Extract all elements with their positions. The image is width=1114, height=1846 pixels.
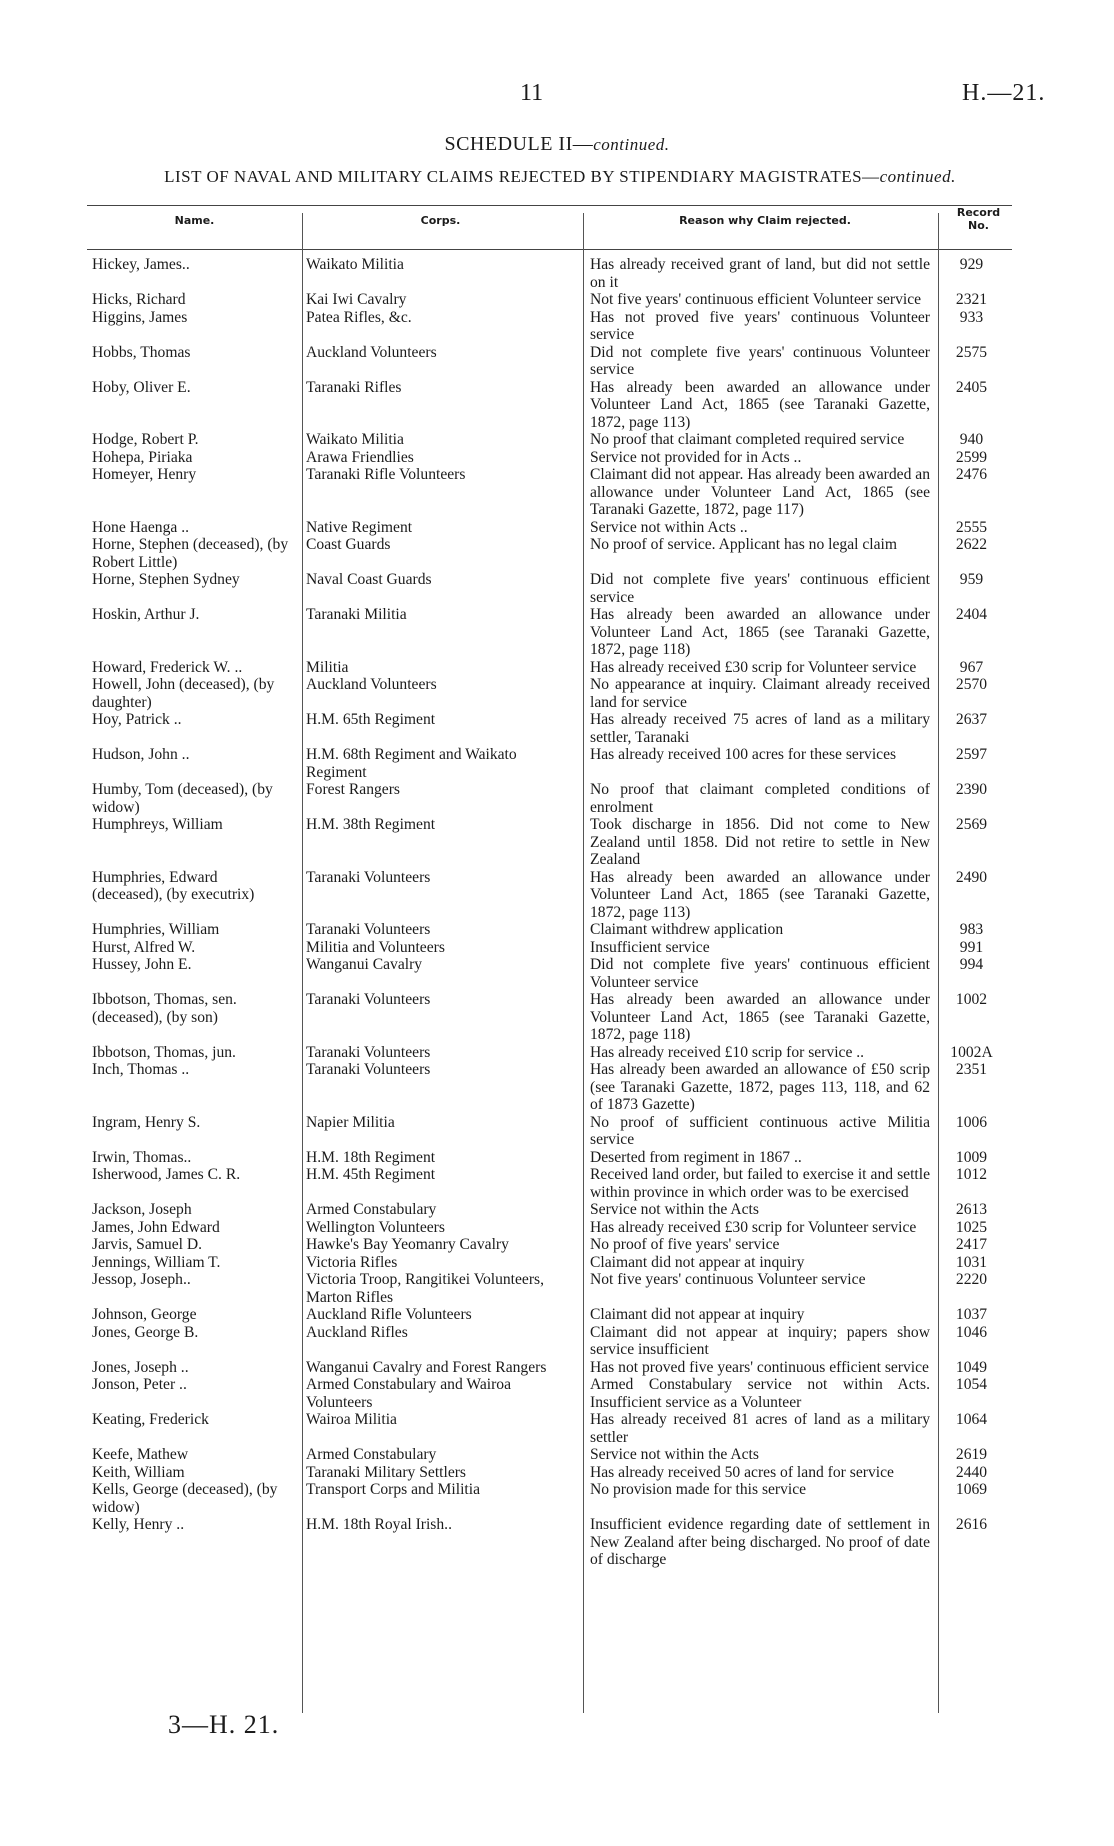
corps-cell: Wairoa Militia xyxy=(306,1411,397,1428)
corps-cell: H.M. 68th Regiment and Waikato Regiment xyxy=(306,746,517,781)
name-cell: Horne, Stephen (deceased), (by Robert Little) xyxy=(92,536,289,571)
record-cell: 2321 xyxy=(955,291,988,308)
record-cell: 1031 xyxy=(955,1253,988,1271)
record-cell: 940 xyxy=(959,431,984,448)
reason-cell: Has already received £30 scrip for Volunteer service xyxy=(590,658,917,676)
corps-cell: Native Regiment xyxy=(306,518,413,536)
reason-cell: No appearance at inquiry. Claimant already received land for service xyxy=(590,676,930,711)
reason-cell: Did not complete five years' continuous Volunteer service xyxy=(590,343,930,378)
reason-cell: Has already received 50 acres of land for service xyxy=(590,1463,894,1481)
record-cell: 2390 xyxy=(955,781,988,798)
table-row xyxy=(92,676,1009,711)
corps-cell: Waikato Militia xyxy=(306,431,404,448)
table-row xyxy=(92,1061,1009,1114)
page-reference: H.—21. xyxy=(962,80,1046,106)
name-cell: Jonson, Peter .. xyxy=(92,1376,187,1393)
reason-cell: Insufficient service xyxy=(590,938,710,956)
corps-cell: Waikato Militia xyxy=(306,256,404,273)
record-cell: 1046 xyxy=(955,1323,988,1341)
claims-table-body xyxy=(92,256,1009,1569)
name-cell: Hone Haenga .. xyxy=(92,518,189,536)
reason-cell: Not five years' continuous Volunteer service xyxy=(590,1271,866,1288)
reason-cell: Service not within Acts .. xyxy=(590,518,748,536)
table-row xyxy=(92,571,1009,606)
table-row xyxy=(92,1464,1009,1482)
table-row xyxy=(92,449,1009,467)
table-row xyxy=(92,1376,1009,1411)
list-title xyxy=(60,167,1060,187)
reason-cell: Took discharge in 1856. Did not come to New Zealand until 1858. Did not retire to settle in New Zealand xyxy=(590,816,930,868)
record-cell: 2417 xyxy=(955,1236,988,1253)
name-cell: Ingram, Henry S. xyxy=(92,1113,201,1131)
corps-cell: Wanganui Cavalry and Forest Rangers xyxy=(306,1358,547,1376)
schedule-title-suffix: continued. xyxy=(593,135,670,154)
record-cell: 1002 xyxy=(955,991,988,1008)
table-row xyxy=(92,519,1009,537)
reason-cell: Service not within the Acts xyxy=(590,1201,759,1218)
reason-cell: Has not proved five years' continuous efficient service xyxy=(590,1358,929,1376)
corps-cell: Armed Constabulary and Wairoa Volunteers xyxy=(306,1376,512,1411)
table-row xyxy=(92,1271,1009,1306)
corps-cell: Naval Coast Guards xyxy=(306,571,432,588)
page-number: 11 xyxy=(520,80,544,106)
name-cell: Hussey, John E. xyxy=(92,956,192,973)
record-cell: 2570 xyxy=(955,676,988,693)
name-cell: Hodge, Robert P. xyxy=(92,431,199,448)
list-title-text: LIST OF NAVAL AND MILITARY CLAIMS REJECTED BY STIPENDIARY MAGISTRATES— xyxy=(164,167,880,186)
table-row xyxy=(92,1254,1009,1272)
record-cell: 1049 xyxy=(955,1358,988,1376)
record-cell: 2351 xyxy=(955,1061,988,1078)
reason-cell: Insufficient evidence regarding date of settlement in New Zealand after being discharged. No proof of date of discharge xyxy=(590,1516,930,1568)
record-cell: 1069 xyxy=(955,1481,988,1498)
name-cell: Hicks, Richard xyxy=(92,291,186,308)
reason-cell: No proof of sufficient continuous active Militia service xyxy=(590,1113,930,1148)
record-cell: 1037 xyxy=(955,1306,988,1323)
reason-cell: No provision made for this service xyxy=(590,1481,807,1498)
record-cell: 2613 xyxy=(955,1201,988,1218)
table-row xyxy=(92,291,1009,309)
list-title-suffix: continued. xyxy=(879,167,956,186)
corps-cell: Auckland Rifle Volunteers xyxy=(306,1306,472,1323)
record-cell: 1002A xyxy=(950,1043,993,1061)
record-cell: 2405 xyxy=(955,378,988,396)
corps-cell: Taranaki Volunteers xyxy=(306,991,431,1008)
record-cell: 994 xyxy=(959,956,984,973)
table-row xyxy=(92,659,1009,677)
name-cell: Humphreys, William xyxy=(92,816,223,833)
table-row xyxy=(92,466,1009,519)
table-row xyxy=(92,1516,1009,1569)
corps-cell: Taranaki Rifles xyxy=(306,378,402,396)
corps-cell: Taranaki Volunteers xyxy=(306,1043,431,1061)
reason-cell: Has already received 75 acres of land as a military settler, Taranaki xyxy=(590,711,930,746)
record-cell: 2637 xyxy=(955,711,988,728)
record-cell: 1064 xyxy=(955,1411,988,1428)
name-cell: Hoy, Patrick .. xyxy=(92,711,182,728)
reason-cell: Armed Constabulary service not within Acts. Insufficient service as a Volunteer xyxy=(590,1376,930,1411)
name-cell: Horne, Stephen Sydney xyxy=(92,571,240,588)
name-cell: Keith, William xyxy=(92,1463,185,1481)
record-cell: 1054 xyxy=(955,1376,988,1393)
name-cell: Jackson, Joseph xyxy=(92,1201,192,1218)
name-cell: Jennings, William T. xyxy=(92,1253,221,1271)
table-row xyxy=(92,1114,1009,1149)
record-cell: 959 xyxy=(959,571,984,588)
corps-cell: Wellington Volunteers xyxy=(306,1218,445,1236)
name-cell: Humphries, William xyxy=(92,921,220,938)
table-row xyxy=(92,256,1009,291)
name-cell: Humphries, Edward (deceased), (by executrix) xyxy=(92,868,255,903)
record-cell: 2622 xyxy=(955,536,988,553)
record-cell: 2476 xyxy=(955,466,988,483)
reason-cell: Has already been awarded an allowance under Volunteer Land Act, 1865 (see Taranaki Gazette, 1872, page 118) xyxy=(590,991,930,1043)
reason-cell: No proof that claimant completed conditions of enrolment xyxy=(590,781,930,816)
reason-cell: Claimant did not appear at inquiry; papers show service insufficient xyxy=(590,1323,930,1358)
corps-cell: H.M. 18th Regiment xyxy=(306,1148,436,1166)
corps-cell: Taranaki Volunteers xyxy=(306,921,431,938)
name-cell: Humby, Tom (deceased), (by widow) xyxy=(92,781,273,816)
table-row xyxy=(92,939,1009,957)
corps-cell: Patea Rifles, &c. xyxy=(306,308,412,326)
reason-cell: Claimant did not appear at inquiry xyxy=(590,1306,805,1323)
corps-cell: Victoria Rifles xyxy=(306,1253,398,1271)
reason-cell: Service not within the Acts xyxy=(590,1446,759,1463)
reason-cell: Has not proved five years' continuous Volunteer service xyxy=(590,308,930,343)
reason-cell: Has already received 100 acres for these services xyxy=(590,746,897,763)
column-header-name: Name. xyxy=(174,214,215,227)
name-cell: Higgins, James xyxy=(92,308,188,326)
record-cell: 2440 xyxy=(955,1463,988,1481)
corps-cell: Taranaki Volunteers xyxy=(306,868,431,886)
corps-cell: Auckland Rifles xyxy=(306,1323,408,1341)
reason-cell: Not five years' continuous efficient Volunteer service xyxy=(590,291,922,308)
name-cell: Jones, Joseph .. xyxy=(92,1358,189,1376)
table-row xyxy=(92,536,1009,571)
record-cell: 2597 xyxy=(955,746,988,763)
name-cell: Kelly, Henry .. xyxy=(92,1516,185,1533)
name-cell: Jones, George B. xyxy=(92,1323,199,1341)
reason-cell: Has already received £30 scrip for Volunteer service xyxy=(590,1218,917,1236)
record-cell: 1012 xyxy=(955,1166,988,1183)
name-cell: Jarvis, Samuel D. xyxy=(92,1236,203,1253)
table-row xyxy=(92,711,1009,746)
table-row xyxy=(92,1359,1009,1377)
table-row xyxy=(92,1411,1009,1446)
record-cell: 929 xyxy=(959,256,984,273)
reason-cell: No proof of five years' service xyxy=(590,1236,780,1253)
table-row xyxy=(92,1219,1009,1237)
table-row xyxy=(92,1324,1009,1359)
name-cell: Howard, Frederick W. .. xyxy=(92,658,243,676)
column-header-record: Record No. xyxy=(956,206,1001,232)
claims-table xyxy=(92,256,1009,1569)
corps-cell: Taranaki Rifle Volunteers xyxy=(306,466,466,483)
name-cell: Keating, Frederick xyxy=(92,1411,209,1428)
corps-cell: Auckland Volunteers xyxy=(306,343,437,361)
record-cell: 2575 xyxy=(955,343,988,361)
record-cell: 1006 xyxy=(955,1113,988,1131)
name-cell: Kells, George (deceased), (by widow) xyxy=(92,1481,278,1516)
name-cell: Hickey, James.. xyxy=(92,256,190,273)
reason-cell: Did not complete five years' continuous efficient Volunteer service xyxy=(590,956,930,991)
corps-cell: Wanganui Cavalry xyxy=(306,956,423,973)
table-row xyxy=(92,781,1009,816)
record-cell: 2619 xyxy=(955,1446,988,1463)
corps-cell: Taranaki Militia xyxy=(306,606,407,623)
reason-cell: Deserted from regiment in 1867 .. xyxy=(590,1148,802,1166)
corps-cell: H.M. 45th Regiment xyxy=(306,1166,436,1183)
name-cell: Hoskin, Arthur J. xyxy=(92,606,200,623)
table-row xyxy=(92,1044,1009,1062)
table-row xyxy=(92,1166,1009,1201)
column-header-corps: Corps. xyxy=(420,214,461,227)
record-cell: 2569 xyxy=(955,816,988,833)
table-row xyxy=(92,1446,1009,1464)
schedule-title-text: SCHEDULE II— xyxy=(444,133,594,155)
reason-cell: Claimant withdrew application xyxy=(590,921,784,938)
reason-cell: Claimant did not appear at inquiry xyxy=(590,1253,805,1271)
name-cell: Homeyer, Henry xyxy=(92,466,197,483)
record-cell: 983 xyxy=(959,921,984,938)
corps-cell: Militia xyxy=(306,658,349,676)
page-footer: 3—H. 21. xyxy=(168,1710,280,1739)
name-cell: Irwin, Thomas.. xyxy=(92,1148,192,1166)
table-row xyxy=(92,379,1009,432)
table-row xyxy=(92,1236,1009,1254)
table-row xyxy=(92,431,1009,449)
reason-cell: No proof that claimant completed required service xyxy=(590,431,905,448)
reason-cell: Has already received grant of land, but did not settle on it xyxy=(590,256,930,291)
table-row xyxy=(92,1306,1009,1324)
name-cell: Hohepa, Piriaka xyxy=(92,448,193,466)
table-row xyxy=(92,1481,1009,1516)
name-cell: James, John Edward xyxy=(92,1218,220,1236)
corps-cell: H.M. 38th Regiment xyxy=(306,816,436,833)
reason-cell: Did not complete five years' continuous efficient service xyxy=(590,571,930,606)
corps-cell: Napier Militia xyxy=(306,1113,395,1131)
record-cell: 1009 xyxy=(955,1148,988,1166)
corps-cell: Taranaki Military Settlers xyxy=(306,1463,466,1481)
corps-cell: H.M. 65th Regiment xyxy=(306,711,436,728)
column-header-reason: Reason why Claim rejected. xyxy=(679,214,851,227)
reason-cell: Has already received 81 acres of land as a military settler xyxy=(590,1411,930,1446)
table-row xyxy=(92,991,1009,1044)
corps-cell: Transport Corps and Militia xyxy=(306,1481,480,1498)
corps-cell: Forest Rangers xyxy=(306,781,400,798)
header-bottom-rule xyxy=(87,249,1012,250)
table-row xyxy=(92,956,1009,991)
name-cell: Howell, John (deceased), (by daughter) xyxy=(92,676,275,711)
schedule-title xyxy=(0,133,1114,156)
record-cell: 2555 xyxy=(955,518,988,536)
table-row xyxy=(92,816,1009,869)
corps-cell: Victoria Troop, Rangitikei Volunteers, Marton Rifles xyxy=(306,1271,545,1306)
name-cell: Hurst, Alfred W. xyxy=(92,938,196,956)
record-cell: 933 xyxy=(959,308,984,326)
name-cell: Ibbotson, Thomas, jun. xyxy=(92,1043,236,1061)
name-cell: Inch, Thomas .. xyxy=(92,1061,190,1078)
corps-cell: Arawa Friendlies xyxy=(306,448,414,466)
table-row xyxy=(92,344,1009,379)
name-cell: Ibbotson, Thomas, sen. (deceased), (by son) xyxy=(92,991,237,1026)
reason-cell: Has already received £10 scrip for service .. xyxy=(590,1043,865,1061)
record-cell: 1025 xyxy=(955,1218,988,1236)
record-cell: 2220 xyxy=(955,1271,988,1288)
table-row xyxy=(92,746,1009,781)
table-row xyxy=(92,1201,1009,1219)
name-cell: Keefe, Mathew xyxy=(92,1446,189,1463)
table-row xyxy=(92,309,1009,344)
corps-cell: Hawke's Bay Yeomanry Cavalry xyxy=(306,1236,509,1253)
table-row xyxy=(92,869,1009,922)
record-cell: 991 xyxy=(959,938,984,956)
name-cell: Jessop, Joseph.. xyxy=(92,1271,191,1288)
reason-cell: Received land order, but failed to exercise it and settle within province in which order was to be exercised xyxy=(590,1166,930,1201)
name-cell: Hudson, John .. xyxy=(92,746,190,763)
record-cell: 2490 xyxy=(955,868,988,886)
reason-cell: Has already been awarded an allowance under Volunteer Land Act, 1865 (see Taranaki Gazette, 1872, page 113) xyxy=(590,868,930,921)
corps-cell: Militia and Volunteers xyxy=(306,938,445,956)
record-cell: 967 xyxy=(959,658,984,676)
reason-cell: No proof of service. Applicant has no legal claim xyxy=(590,536,898,553)
name-cell: Hobbs, Thomas xyxy=(92,343,191,361)
corps-cell: Kai Iwi Cavalry xyxy=(306,291,407,308)
name-cell: Hoby, Oliver E. xyxy=(92,378,191,396)
reason-cell: Service not provided for in Acts .. xyxy=(590,448,802,466)
reason-cell: Has already been awarded an allowance under Volunteer Land Act, 1865 (see Taranaki Gazette, 1872, page 118) xyxy=(590,606,930,658)
table-row xyxy=(92,1149,1009,1167)
table-row xyxy=(92,606,1009,659)
name-cell: Johnson, George xyxy=(92,1306,197,1323)
reason-cell: Has already been awarded an allowance under Volunteer Land Act, 1865 (see Taranaki Gazette, 1872, page 113) xyxy=(590,378,930,431)
table-row xyxy=(92,921,1009,939)
record-cell: 2404 xyxy=(955,606,988,623)
record-cell: 2599 xyxy=(955,448,988,466)
reason-cell: Claimant did not appear. Has already been awarded an allowance under Volunteer Land Act, 1865 (see Taranaki Gazette, 1872, page 117) xyxy=(590,466,930,518)
corps-cell: H.M. 18th Royal Irish.. xyxy=(306,1516,452,1533)
reason-cell: Has already been awarded an allowance of £50 scrip (see Taranaki Gazette, 1872, pages 113, 118, and 62 of 1873 Gazette) xyxy=(590,1061,930,1113)
record-cell: 2616 xyxy=(955,1516,988,1533)
corps-cell: Coast Guards xyxy=(306,536,391,553)
name-cell: Isherwood, James C. R. xyxy=(92,1166,241,1183)
corps-cell: Armed Constabulary xyxy=(306,1446,437,1463)
corps-cell: Taranaki Volunteers xyxy=(306,1061,431,1078)
header-top-rule xyxy=(87,205,1012,206)
corps-cell: Armed Constabulary xyxy=(306,1201,437,1218)
corps-cell: Auckland Volunteers xyxy=(306,676,437,693)
